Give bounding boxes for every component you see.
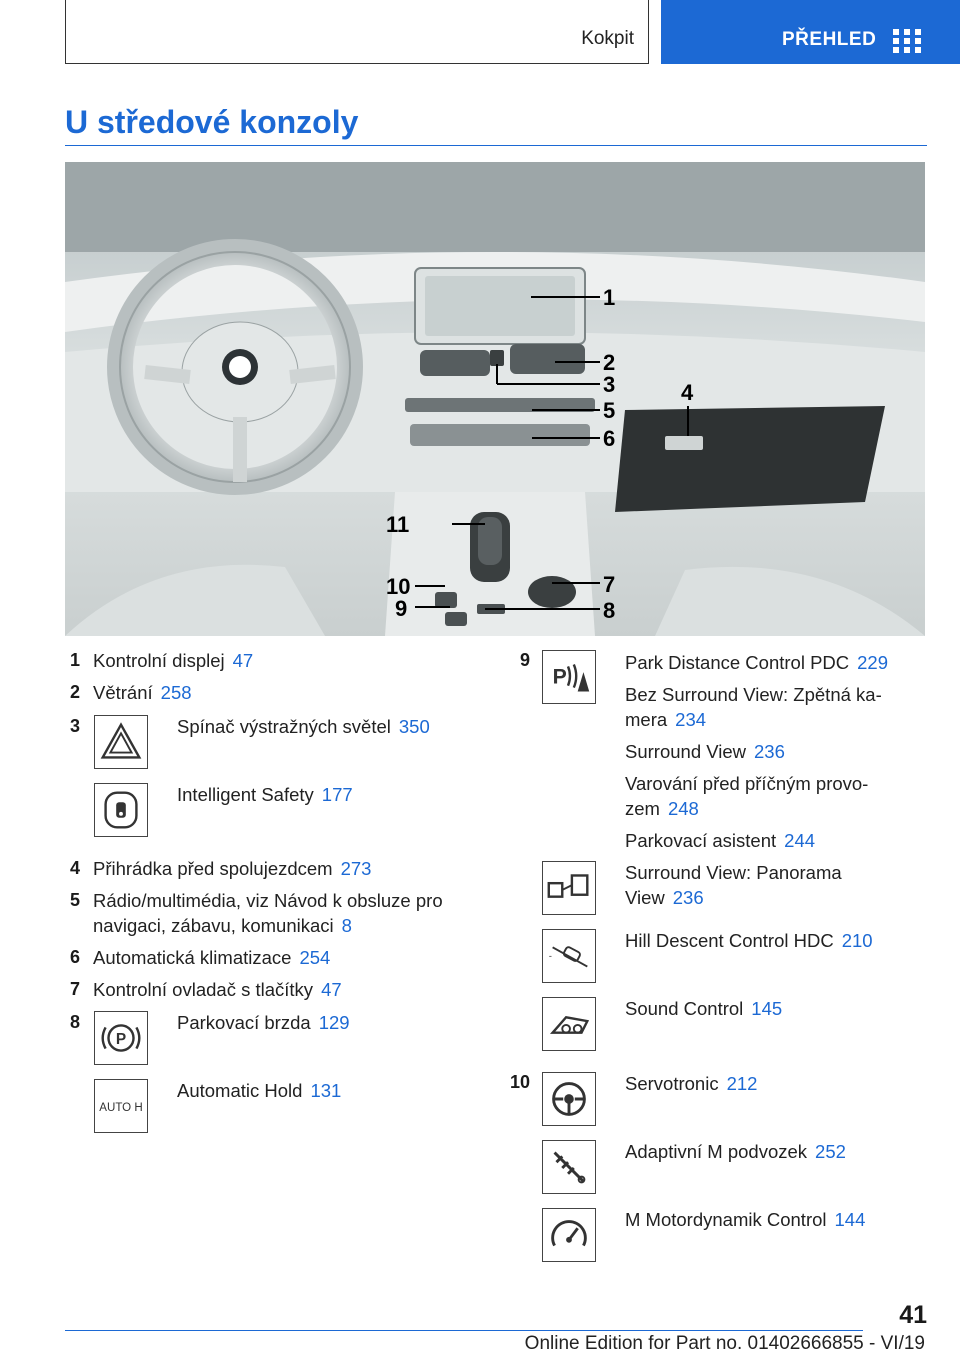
page-ref-link[interactable]: 129 <box>318 1012 350 1033</box>
footer-edition: Online Edition for Part no. 01402666855 - VI/19 <box>524 1333 925 1354</box>
header-section-box <box>65 0 649 64</box>
page-ref-link[interactable]: 258 <box>160 682 192 703</box>
page-ref-link[interactable]: 252 <box>815 1141 846 1162</box>
callout-4: 4 <box>681 380 694 405</box>
callout-8: 8 <box>603 598 616 623</box>
page-ref-link[interactable]: 47 <box>232 650 254 671</box>
steering-wheel-icon <box>542 1072 596 1126</box>
page-ref-link[interactable]: 234 <box>675 709 707 730</box>
gauge-icon <box>542 1208 596 1262</box>
page-ref-link[interactable]: 144 <box>834 1209 866 1230</box>
page-ref-link[interactable]: 244 <box>784 830 816 851</box>
page-ref-link[interactable]: 177 <box>321 784 353 805</box>
page-ref-link[interactable]: 236 <box>754 741 785 762</box>
item-number: 6 <box>69 947 80 967</box>
item-label: Parkovací asistent 244 <box>625 830 816 851</box>
overview-tab[interactable] <box>661 0 960 64</box>
page-ref-link[interactable]: 212 <box>726 1073 758 1094</box>
page-ref-link[interactable]: 273 <box>340 858 372 879</box>
page-ref-link[interactable]: 47 <box>321 979 342 1000</box>
item-label: Automatic Hold 131 <box>177 1080 342 1101</box>
grid-icon <box>893 29 921 53</box>
item-label: Surround View 236 <box>625 741 785 762</box>
item-label: Varování před příčným provo‐ zem 248 <box>625 773 869 819</box>
item-label: M Motordynamik Control 144 <box>625 1209 866 1230</box>
page-ref-link[interactable]: 236 <box>672 887 704 908</box>
page-title: U středové konzoly <box>65 104 359 140</box>
overview-tab-label: PŘEHLED <box>782 29 877 50</box>
park-distance-icon <box>542 650 596 704</box>
section-label: Kokpit <box>581 28 634 49</box>
page-ref-link[interactable]: 145 <box>751 998 783 1019</box>
page-ref-link[interactable]: 8 <box>341 915 352 936</box>
adaptive-suspension-icon <box>542 1140 596 1194</box>
callout-3: 3 <box>603 372 616 397</box>
item-label: Intelligent Safety 177 <box>177 784 353 805</box>
item-label: Surround View: Panorama View 236 <box>625 862 842 908</box>
page-ref-link[interactable]: 210 <box>841 930 873 951</box>
item-label: Přihrádka před spolujezdcem 273 <box>93 858 372 879</box>
svg-text:P: P <box>115 1030 127 1048</box>
auto-hold-icon <box>94 1079 148 1133</box>
item-label: Větrání 258 <box>93 682 192 703</box>
page-number: 41 <box>899 1301 927 1329</box>
item-label: Hill Descent Control HDC 210 <box>625 930 873 951</box>
item-number: 2 <box>69 682 80 702</box>
callout-2: 2 <box>603 350 616 375</box>
page-ref-link[interactable]: 229 <box>857 652 889 673</box>
item-number: 4 <box>69 858 80 878</box>
item-number: 9 <box>519 650 530 670</box>
callout-5: 5 <box>603 398 616 423</box>
item-label: Parkovací brzda 129 <box>177 1012 350 1033</box>
title-divider <box>65 145 927 146</box>
item-label: Servotronic 212 <box>625 1073 758 1094</box>
surround-view-icon <box>542 861 596 915</box>
footer-divider <box>65 1330 863 1331</box>
sound-control-icon <box>542 997 596 1051</box>
item-label: Sound Control 145 <box>625 998 783 1019</box>
item-label: Park Distance Control PDC 229 <box>625 652 889 673</box>
callout-9: 9 <box>395 596 408 621</box>
svg-text:-: - <box>548 950 552 962</box>
item-label: Adaptivní M podvozek 252 <box>625 1141 846 1162</box>
item-label: Rádio/multimédia, viz Návod k obsluze pro navigaci, zábavu, komunikaci 8 <box>93 890 443 936</box>
cockpit-illustration <box>65 162 925 636</box>
hill-descent-icon <box>542 929 596 983</box>
page-ref-link[interactable]: 254 <box>299 947 331 968</box>
parking-brake-icon <box>94 1011 148 1065</box>
item-label: Automatická klimatizace 254 <box>93 947 331 968</box>
item-number: 5 <box>69 890 80 910</box>
item-number: 7 <box>69 979 80 999</box>
page-ref-link[interactable]: 350 <box>398 716 430 737</box>
item-number: 10 <box>509 1072 530 1092</box>
item-number: 8 <box>69 1012 80 1032</box>
callout-10: 10 <box>386 574 411 599</box>
page-ref-link[interactable]: 131 <box>310 1080 342 1101</box>
svg-text:P: P <box>552 665 567 689</box>
svg-text:AUTO H: AUTO H <box>99 1101 143 1114</box>
intelligent-safety-icon <box>94 783 148 837</box>
item-label: Bez Surround View: Zpětná ka‐ mera 234 <box>625 684 882 730</box>
item-label: Kontrolní displej 47 <box>93 650 254 671</box>
callout-7: 7 <box>603 572 616 597</box>
hazard-icon <box>94 715 148 769</box>
page-ref-link[interactable]: 248 <box>667 798 699 819</box>
item-label: Kontrolní ovladač s tlačítky 47 <box>93 979 342 1000</box>
item-number: 3 <box>69 716 80 736</box>
callout-1: 1 <box>603 285 616 310</box>
callout-6: 6 <box>603 426 616 451</box>
item-number: 1 <box>69 650 80 670</box>
item-label: Spínač výstražných světel 350 <box>177 716 430 737</box>
callout-11: 11 <box>386 512 410 537</box>
